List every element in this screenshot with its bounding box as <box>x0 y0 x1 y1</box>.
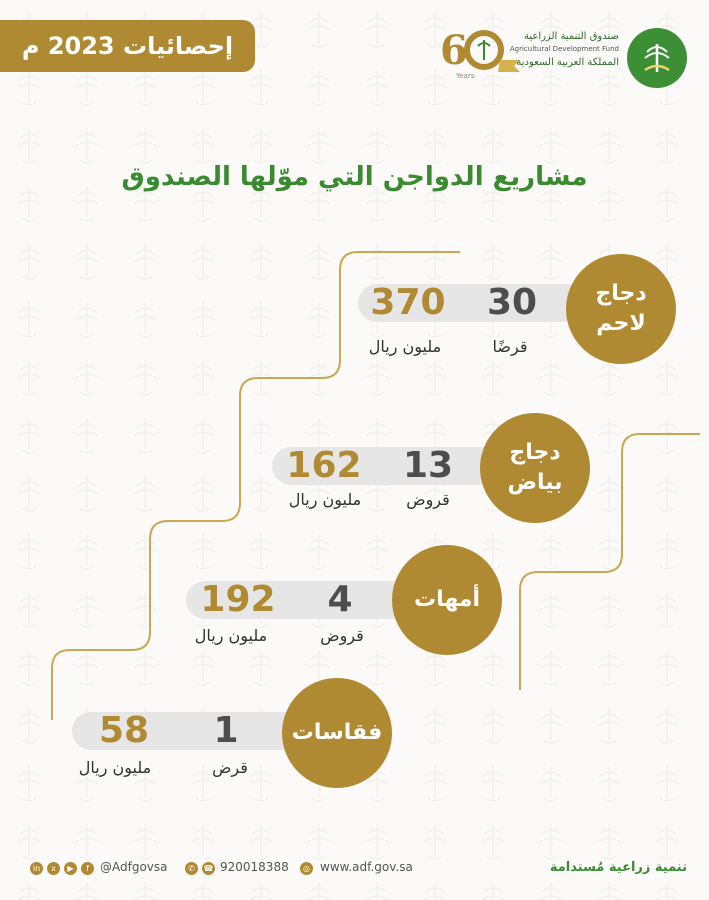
hatcheries-count-value: 1 <box>213 710 239 751</box>
parents-count-value: 4 <box>327 579 353 620</box>
phone-icon[interactable]: ☎ <box>203 864 214 873</box>
hatcheries-amount-value: 58 <box>98 710 150 751</box>
fund-name-ar: صندوق التنمية الزراعية <box>523 31 619 42</box>
youtube-icon[interactable]: ▶ <box>64 862 77 875</box>
category-circle-layer: دجاج بياض <box>480 413 590 523</box>
x-icon[interactable]: x <box>47 862 60 875</box>
layer-count-label: قروض <box>406 490 450 509</box>
fund-country-ar: المملكة العربية السعودية <box>516 57 619 68</box>
layer-count-value: 13 <box>402 445 454 486</box>
linkedin-icon[interactable]: in <box>30 862 43 875</box>
parents-amount-value: 192 <box>200 579 276 620</box>
page-title: مشاريع الدواجن التي موّلها الصندوق <box>121 162 588 192</box>
website-link[interactable]: www.adf.gov.sa <box>320 860 413 874</box>
footer <box>0 850 709 890</box>
stats-year-badge: إحصائيات 2023 م <box>0 20 255 72</box>
social-handle[interactable]: @Adfgovsa <box>100 860 168 874</box>
fund-name-en: Agricultural Development Fund <box>509 45 619 53</box>
years-label: Years <box>456 72 475 80</box>
broiler-count-value: 30 <box>486 282 538 323</box>
broiler-count-label: قرضًا <box>492 337 528 356</box>
category-circle-broiler: دجاج لاحم <box>566 254 676 364</box>
category-circle-hatcheries: فقاسات <box>282 678 392 788</box>
layer-amount-value: 162 <box>286 445 362 486</box>
globe-icon[interactable]: ◎ <box>300 862 313 875</box>
whatsapp-icon[interactable]: ✆ <box>185 862 198 875</box>
svg-text:6: 6 <box>440 27 468 74</box>
hatcheries-amount-label: مليون ريال <box>78 758 152 777</box>
category-circle-parents: أمهات <box>392 545 502 655</box>
phone-number[interactable]: 920018388 <box>220 860 289 874</box>
layer-amount-label: مليون ريال <box>288 490 362 509</box>
slogan: تنمية زراعية مُستدامة <box>549 860 687 875</box>
parents-amount-label: مليون ريال <box>194 626 268 645</box>
parents-count-label: قروض <box>320 626 364 645</box>
facebook-icon[interactable]: f <box>81 862 94 875</box>
broiler-amount-label: مليون ريال <box>368 337 442 356</box>
hatcheries-count-label: قرض <box>212 758 248 777</box>
broiler-amount-value: 370 <box>370 282 446 323</box>
